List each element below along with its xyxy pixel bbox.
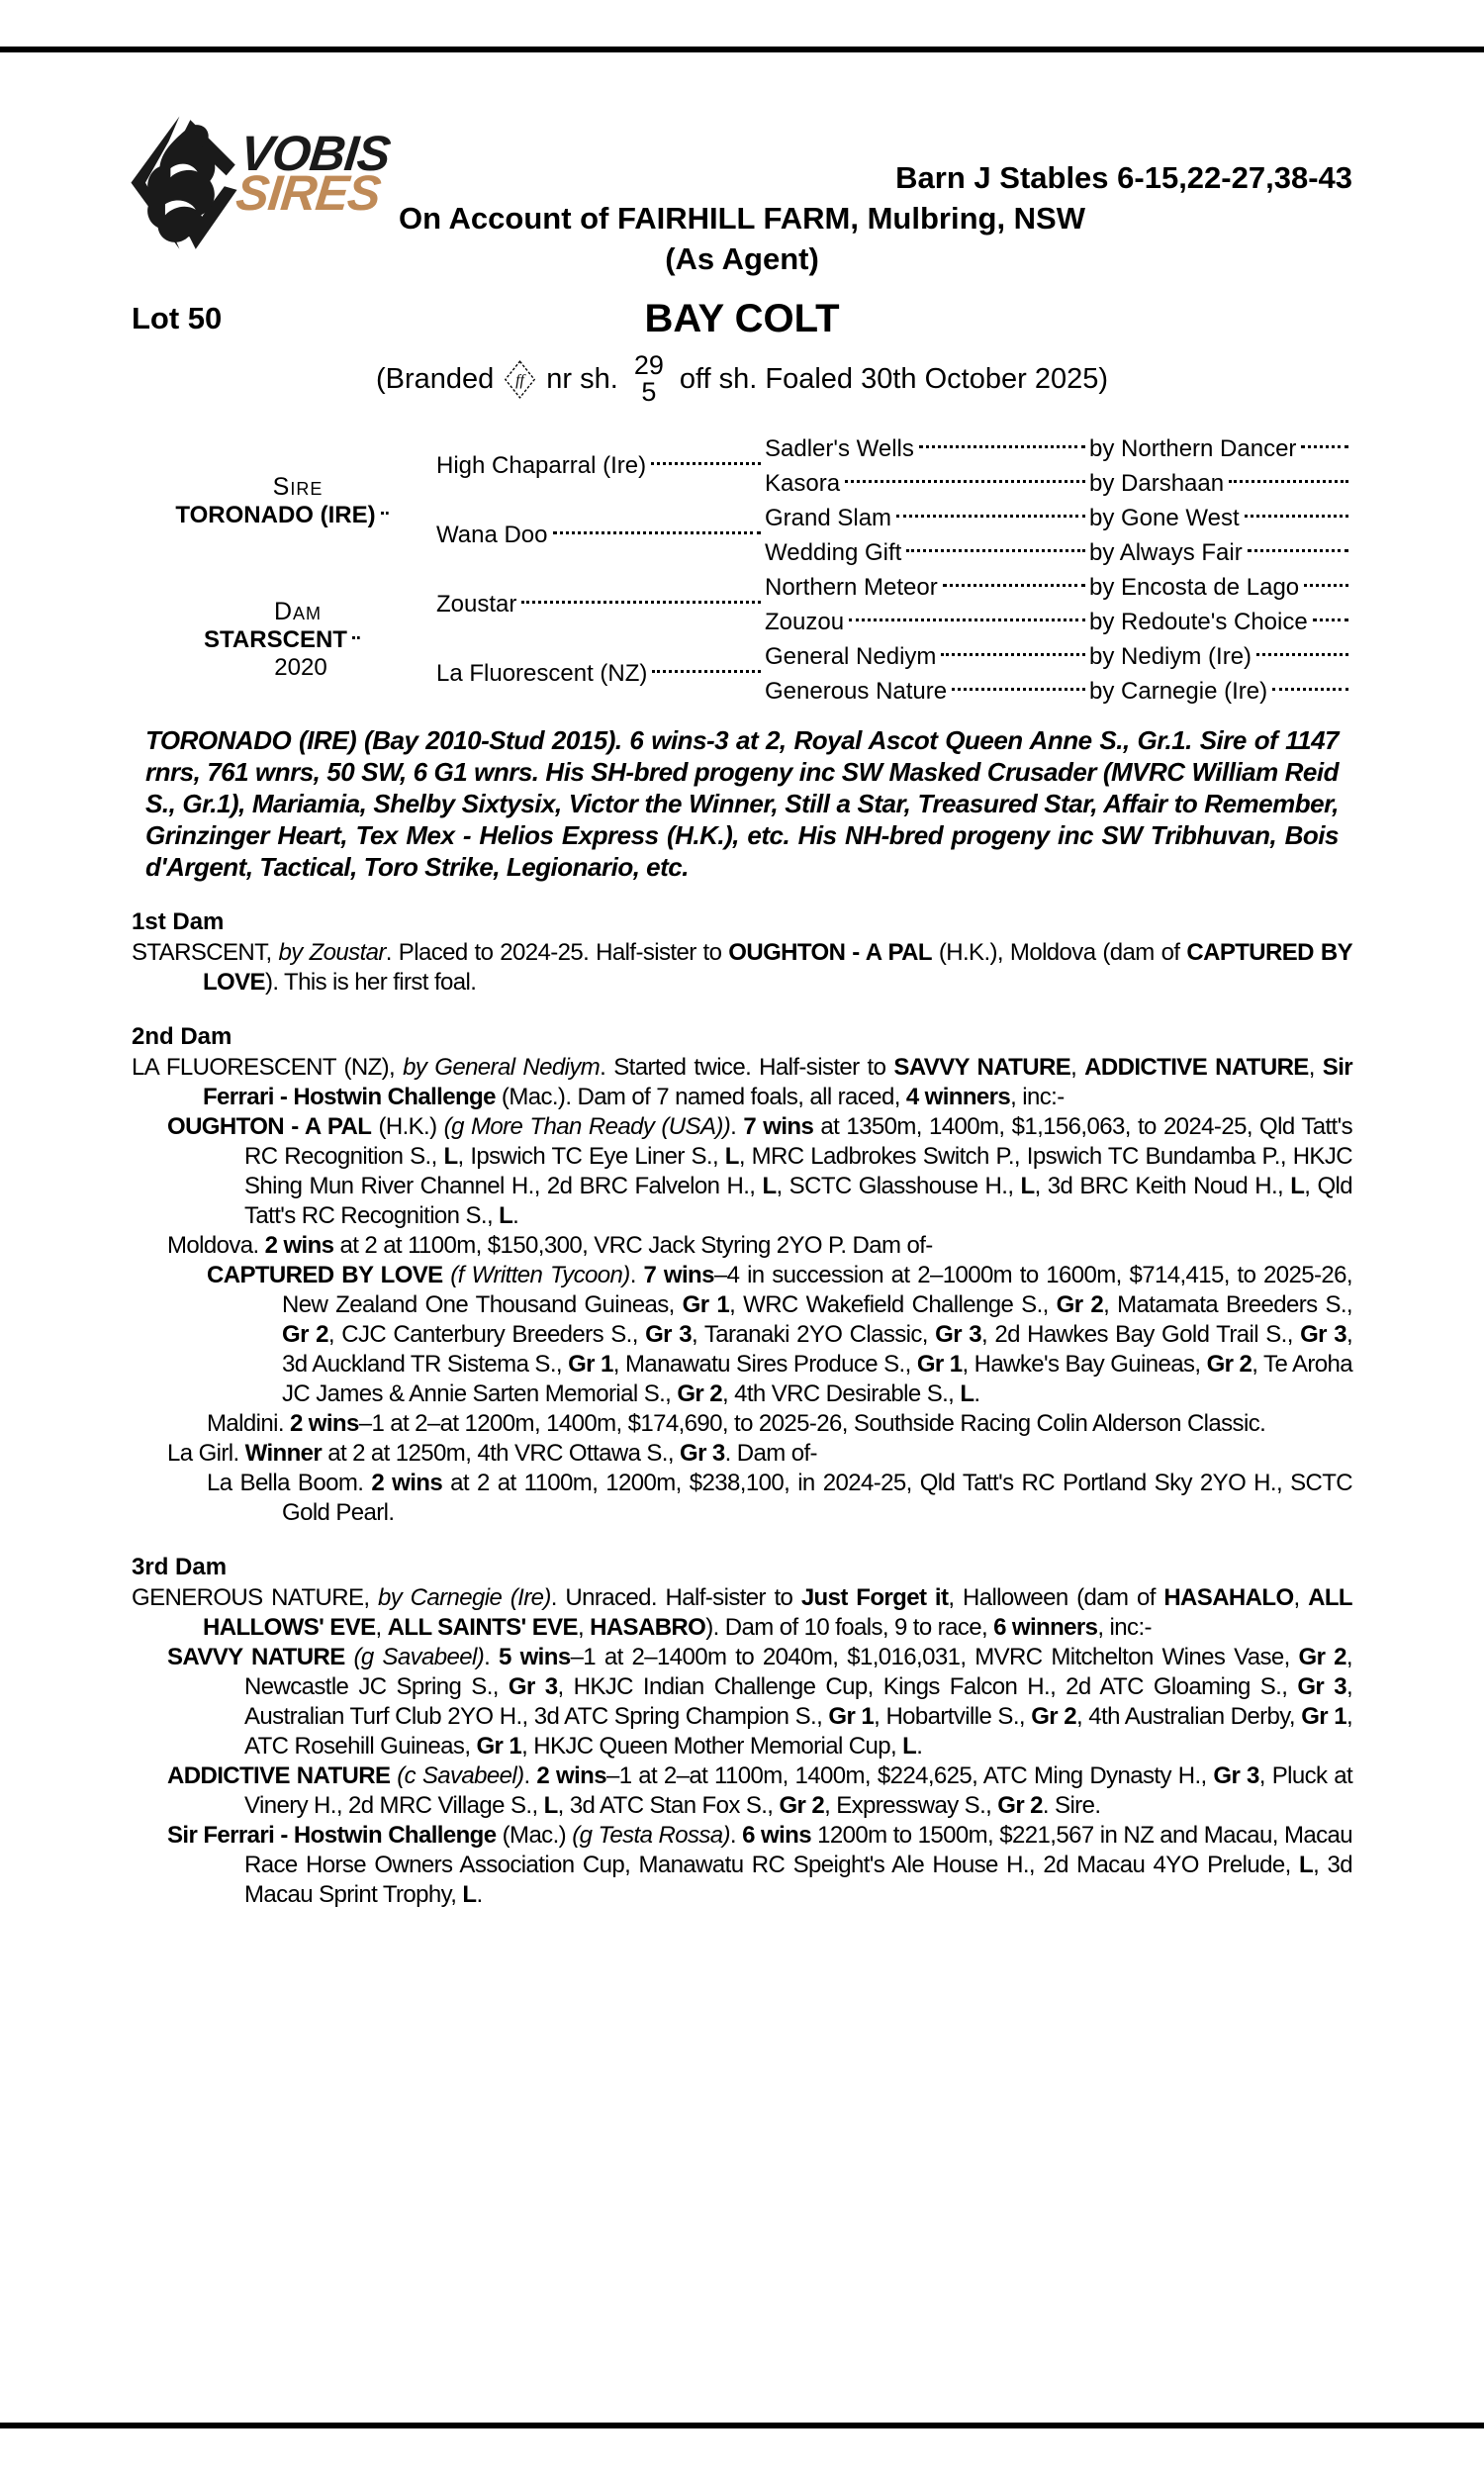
text-run: , 3d Auckland TR Sistema S.,: [282, 1321, 1353, 1378]
text-run: Gr 2: [997, 1792, 1043, 1819]
text-run: , Ipswich TC Eye Liner S.,: [457, 1143, 725, 1170]
gen1-name-text: STARSCENT: [204, 625, 347, 653]
text-run: .: [629, 1262, 644, 1288]
text-run: GENEROUS NATURE,: [132, 1584, 378, 1611]
text-run: Gr 2: [1056, 1291, 1104, 1318]
pedigree-gen1-dam: [132, 570, 436, 709]
text-run: .: [484, 1644, 500, 1670]
dam-section-heading: 2nd Dam: [132, 1023, 232, 1050]
dotted-leader: [1256, 651, 1348, 656]
text-run: SAVVY NATURE: [167, 1644, 345, 1670]
text-run: ADDICTIVE NATURE: [167, 1762, 391, 1789]
text-run: (g Savabeel): [353, 1644, 485, 1670]
pedigree-paragraph: [132, 1053, 1352, 1112]
gen4-by-text: by Always Fair: [1089, 538, 1243, 566]
text-run: , inc:-: [1097, 1614, 1152, 1641]
text-run: .: [512, 1202, 519, 1229]
gen3-name-text: Kasora: [765, 469, 841, 497]
text-run: (H.K.), Moldova (dam of: [931, 939, 1187, 966]
pedigree-gen3-name: [765, 570, 1089, 605]
text-run: Gr 1: [1301, 1703, 1346, 1730]
text-run: .: [476, 1881, 483, 1908]
dotted-leader: [845, 478, 1085, 483]
text-run: (H.K.): [371, 1113, 444, 1140]
gen3-name-text: Generous Nature: [765, 677, 948, 705]
gen3-name-text: Sadler's Wells: [765, 434, 914, 462]
pedigree-gen3-name: [765, 639, 1089, 674]
gen1-name-text: TORONADO (IRE): [175, 501, 376, 528]
pedigree-table: [132, 431, 1352, 709]
text-run: 1200m to 1500m, $221,567 in NZ and Macau, Macau Race Horse Owners Association Cup, Manawatu RC Speight's Ale House H., 2d Macau 4YO Prelude,: [244, 1822, 1353, 1878]
text-run: , Hawke's Bay Guineas,: [962, 1351, 1207, 1378]
gen2-name-text: Wana Doo: [436, 522, 548, 548]
dotted-leader: [1229, 478, 1348, 483]
text-run: , CJC Canterbury Breeders S.,: [327, 1321, 646, 1348]
pedigree-gen4-sire: [1089, 570, 1352, 605]
dam-sections: [132, 908, 1352, 1910]
pedigree-paragraph: [132, 1821, 1352, 1910]
pedigree-gen4-sire: [1089, 605, 1352, 639]
pedigree-gen1-sire: [132, 431, 436, 570]
pedigree-paragraph: [132, 1469, 1352, 1528]
text-run: (Mac.). Dam of 7 named foals, all raced,: [495, 1084, 906, 1110]
text-run: , Taranaki 2YO Classic,: [691, 1321, 936, 1348]
text-run: , Expressway S.,: [824, 1792, 998, 1819]
pedigree-gen3-name: [765, 466, 1089, 501]
dotted-leader: [952, 686, 1085, 691]
gen3-name-text: General Nediym: [765, 642, 937, 670]
text-run: L: [543, 1792, 558, 1819]
pedigree-gen3-name: [765, 605, 1089, 639]
text-run: Winner: [244, 1440, 323, 1467]
text-run: TORONADO (IRE) (Bay 2010-Stud 2015). 6 wins-3 at 2, Royal Ascot Queen Anne S., Gr.1. Sire of 1147 rnrs, 761 wnrs, 50 SW, 6 G1 wnrs. His SH-bred progeny inc SW Masked Crusader (MVRC William Reid S., Gr.1), Mariamia, Shelby Sixtysix, Victor the Winner, Still a Star, Treasured Star, Affair to Remember, Grinzinger Heart, Tex Mex - Helios Express (H.K.), etc. His NH-bred progeny inc SW Tribhuvan, Bois d'Argent, Tactical, Toro Strike, Legionario, etc.: [145, 725, 1339, 882]
text-run: (g Testa Rossa): [572, 1822, 730, 1849]
text-run: L: [499, 1202, 513, 1229]
text-run: Gr 3: [935, 1321, 981, 1348]
text-run: Maldini.: [207, 1410, 290, 1437]
pedigree-paragraph: [132, 1231, 1352, 1261]
text-run: ,: [375, 1614, 388, 1641]
text-run: .: [974, 1380, 980, 1407]
text-run: L: [960, 1380, 974, 1407]
text-run: , 3d Macau Sprint Trophy,: [244, 1852, 1352, 1908]
text-run: , 3d BRC Keith Noud H.,: [1034, 1173, 1291, 1199]
text-run: Gr 3: [508, 1673, 558, 1700]
text-run: L: [1290, 1173, 1305, 1199]
text-run: , Halloween (dam of: [948, 1584, 1164, 1611]
pedigree-paragraph: [132, 1643, 1352, 1761]
branded-nr-sh: nr sh.: [546, 362, 618, 395]
text-run: Gr 2: [1298, 1644, 1346, 1670]
text-run: 2 wins: [536, 1762, 606, 1789]
horse-description-title: BAY COLT: [644, 297, 840, 340]
dotted-leader: [1304, 582, 1348, 587]
brand-count-bottom: 5: [641, 377, 657, 407]
text-run: LA FLUORESCENT (NZ),: [132, 1054, 404, 1081]
text-run: . Started twice. Half-sister to: [600, 1054, 894, 1081]
text-run: L: [443, 1143, 458, 1170]
pedigree-paragraph: [132, 938, 1352, 998]
text-run: , 3d ATC Stan Fox S.,: [557, 1792, 780, 1819]
text-run: 5 wins: [499, 1644, 571, 1670]
dotted-leader: [919, 443, 1085, 448]
text-run: L: [724, 1143, 739, 1170]
text-run: Gr 1: [916, 1351, 963, 1378]
horse-rider-emblem-icon: [126, 109, 242, 259]
pedigree-gen2-cell: [436, 570, 765, 639]
dotted-leader: [1272, 686, 1348, 691]
logo-wordmark: [232, 126, 393, 221]
text-run: Gr 1: [568, 1351, 613, 1378]
text-run: , Pluck at Vinery H., 2d MRC Village S.,: [244, 1762, 1353, 1819]
text-run: by General Nediym: [403, 1054, 601, 1081]
text-run: CAPTURED BY LOVE: [203, 939, 1352, 996]
text-run: ALL HALLOWS' EVE: [203, 1584, 1352, 1641]
vobis-sires-logo: [126, 109, 422, 267]
text-run: 6 winners: [993, 1614, 1098, 1641]
text-run: at 2 at 1100m, 1200m, $238,100, in 2024-25, Qld Tatt's RC Portland Sky 2YO H., SCTC Gold Pearl.: [282, 1470, 1353, 1526]
dam-section-heading: 3rd Dam: [132, 1554, 228, 1580]
text-run: , Australian Turf Club 2YO H., 3d ATC Spring Champion S.,: [244, 1673, 1353, 1730]
pedigree-paragraph: [132, 1583, 1352, 1643]
text-run: .: [730, 1113, 744, 1140]
text-run: HASAHALO: [1163, 1584, 1294, 1611]
gen4-by-text: by Northern Dancer: [1089, 434, 1297, 462]
text-run: (Mac.): [496, 1822, 573, 1849]
gen1-label: Sire: [272, 472, 324, 501]
text-run: Gr 3: [1300, 1321, 1346, 1348]
text-run: STARSCENT,: [132, 939, 279, 966]
text-run: . Dam of-: [724, 1440, 817, 1467]
lot-number: Lot 50: [132, 301, 223, 335]
text-run: , 4th VRC Desirable S.,: [721, 1380, 961, 1407]
text-run: , Hobartville S.,: [874, 1703, 1032, 1730]
dotted-leader: [651, 460, 761, 465]
text-run: HASABRO: [590, 1614, 706, 1641]
text-run: 7 wins: [743, 1113, 814, 1140]
dotted-leader: [521, 599, 761, 604]
text-run: ,: [1308, 1054, 1323, 1081]
gen3-name-text: Zouzou: [765, 608, 845, 635]
text-run: , ATC Rosehill Guineas,: [244, 1703, 1353, 1760]
gen4-by-text: by Redoute's Choice: [1089, 608, 1308, 635]
text-run: , Qld Tatt's RC Recognition S.,: [244, 1173, 1353, 1229]
lot-title-row: [132, 297, 1352, 344]
text-run: , Newcastle JC Spring S.,: [244, 1644, 1352, 1700]
text-run: Gr 3: [645, 1321, 692, 1348]
text-run: OUGHTON - A PAL: [167, 1113, 372, 1140]
text-run: Gr 2: [779, 1792, 825, 1819]
text-run: 2 wins: [264, 1232, 334, 1259]
pedigree-gen4-sire: [1089, 674, 1352, 709]
text-run: La Bella Boom.: [207, 1470, 372, 1496]
text-run: , Manawatu Sires Produce S.,: [612, 1351, 917, 1378]
text-run: –1 at 2–at 1100m, 1400m, $224,625, ATC Ming Dynasty H.,: [605, 1762, 1214, 1789]
text-run: ). Dam of 10 foals, 9 to race,: [705, 1614, 994, 1641]
gen4-by-text: by Darshaan: [1089, 469, 1225, 497]
text-run: , Matamata Breeders S.,: [1103, 1291, 1353, 1318]
dotted-leader: [849, 617, 1085, 621]
dotted-leader: [941, 651, 1085, 656]
text-run: 4 winners: [905, 1084, 1011, 1110]
text-run: Gr 3: [680, 1440, 725, 1467]
dotted-leader: [896, 513, 1085, 518]
pedigree-gen4-sire: [1089, 501, 1352, 535]
text-run: Just Forget it: [800, 1584, 949, 1611]
page-header: [132, 111, 1352, 287]
text-run: ,: [577, 1614, 591, 1641]
text-run: ,: [1293, 1584, 1309, 1611]
brand-count-top: 29: [633, 350, 664, 380]
text-run: at 2 at 1250m, 4th VRC Ottawa S.,: [322, 1440, 681, 1467]
text-run: Gr 2: [1206, 1351, 1252, 1378]
text-run: , 2d Hawkes Bay Gold Trail S.,: [980, 1321, 1301, 1348]
text-run: . Unraced. Half-sister to: [550, 1584, 801, 1611]
text-run: Gr 1: [476, 1733, 522, 1760]
svg-text:ff: ff: [515, 371, 525, 389]
text-run: (g More Than Ready (USA)): [443, 1113, 731, 1140]
text-run: , SCTC Glasshouse H.,: [776, 1173, 1021, 1199]
gen3-name-text: Grand Slam: [765, 504, 892, 531]
text-run: by Carnegie (Ire): [377, 1584, 551, 1611]
branded-line: [132, 352, 1352, 406]
text-run: Gr 3: [1297, 1673, 1346, 1700]
dotted-leader: [652, 668, 761, 673]
text-run: –1 at 2–1400m to 2040m, $1,016,031, MVRC Mitchelton Wines Vase,: [570, 1644, 1299, 1670]
logo-vobis-text: VOBIS: [237, 126, 393, 181]
text-run: ALL SAINTS' EVE: [387, 1614, 578, 1641]
pedigree-gen3-name: [765, 535, 1089, 570]
pedigree-gen2-cell: [436, 639, 765, 709]
pedigree-gen4-sire: [1089, 535, 1352, 570]
gen4-by-text: by Nediym (Ire): [1089, 642, 1252, 670]
text-run: SAVVY NATURE: [893, 1054, 1071, 1081]
dotted-leader: [381, 510, 389, 515]
logo-sires-text: SIRES: [232, 165, 383, 221]
text-run: 6 wins: [742, 1822, 811, 1849]
pedigree-gen2-cell: [436, 431, 765, 501]
text-run: .: [729, 1822, 743, 1849]
dotted-leader: [1313, 617, 1348, 621]
text-run: –1 at 2–at 1200m, 1400m, $174,690, to 2025-26, Southside Racing Colin Alderson Classic.: [358, 1410, 1266, 1437]
text-run: L: [1299, 1852, 1314, 1878]
page-content: [132, 0, 1352, 1910]
pedigree-gen3-name: [765, 431, 1089, 466]
brand-mark-icon: [504, 359, 536, 400]
barn-info: Barn J Stables 6-15,22-27,38-43: [895, 160, 1352, 195]
text-run: ). This is her first foal.: [264, 969, 477, 996]
text-run: . Sire.: [1042, 1792, 1101, 1819]
text-run: by Zoustar: [278, 939, 386, 966]
text-run: Gr 2: [1031, 1703, 1076, 1730]
gen2-name-text: Zoustar: [436, 591, 517, 618]
text-run: , 4th Australian Derby,: [1075, 1703, 1302, 1730]
pedigree-gen4-sire: [1089, 466, 1352, 501]
consignor-line: On Account of FAIRHILL FARM, Mulbring, NSW: [399, 201, 1085, 236]
pedigree-gen3-name: [765, 674, 1089, 709]
text-run: –4 in succession at 2–1000m to 1600m, $714,415, to 2025-26, New Zealand One Thousand Guineas,: [282, 1262, 1352, 1318]
gen3-name-text: Northern Meteor: [765, 573, 938, 601]
text-run: at 2 at 1100m, $150,300, VRC Jack Styring 2YO P. Dam of-: [333, 1232, 933, 1259]
gen4-by-text: by Encosta de Lago: [1089, 573, 1300, 601]
agent-line: (As Agent): [665, 241, 819, 276]
pedigree-paragraph: [132, 1261, 1352, 1409]
gen2-name-text: High Chaparral (Ire): [436, 452, 647, 479]
gen1-year: 2020: [274, 653, 327, 681]
pedigree-gen3-name: [765, 501, 1089, 535]
text-run: at 1350m, 1400m, $1,156,063, to 2024-25, Qld Tatt's RC Recognition S.,: [244, 1113, 1352, 1170]
text-run: (c Savabeel): [397, 1762, 524, 1789]
gen3-name-text: Wedding Gift: [765, 538, 902, 566]
text-run: 2 wins: [371, 1470, 443, 1496]
text-run: ,: [1070, 1054, 1085, 1081]
text-run: Gr 2: [282, 1321, 328, 1348]
text-run: Gr 1: [828, 1703, 875, 1730]
text-run: Gr 3: [1213, 1762, 1259, 1789]
pedigree-paragraph: [132, 1761, 1352, 1821]
pedigree-paragraph: [132, 1112, 1352, 1231]
dam-section-heading: 1st Dam: [132, 908, 225, 935]
text-run: , MRC Ladbrokes Switch P., Ipswich TC Bundamba P., HKJC Shing Mun River Channel H., 2d BRC Falvelon H.,: [244, 1143, 1352, 1199]
gen2-name-text: La Fluorescent (NZ): [436, 660, 648, 687]
text-run: ADDICTIVE NATURE: [1084, 1054, 1309, 1081]
branded-suffix: off sh. Foaled 30th October 2025): [679, 362, 1109, 395]
text-run: , HKJC Indian Challenge Cup, Kings Falcon H., 2d ATC Gloaming S.,: [557, 1673, 1298, 1700]
pedigree-paragraph: [132, 1409, 1352, 1439]
dotted-leader: [1301, 443, 1348, 448]
text-run: CAPTURED BY LOVE: [207, 1262, 443, 1288]
text-run: , WRC Wakefield Challenge S.,: [729, 1291, 1057, 1318]
text-run: Sir Ferrari - Hostwin Challenge: [167, 1822, 497, 1849]
pedigree-gen4-sire: [1089, 431, 1352, 466]
brand-count-fraction: [634, 352, 664, 406]
text-run: (f Written Tycoon): [450, 1262, 630, 1288]
gen1-name: [175, 502, 392, 529]
text-run: 7 wins: [643, 1262, 714, 1288]
text-run: , HKJC Queen Mother Memorial Cup,: [521, 1733, 903, 1760]
text-run: . Placed to 2024-25. Half-sister to: [385, 939, 729, 966]
text-run: Sir Ferrari - Hostwin Challenge: [203, 1054, 1352, 1110]
gen1-label: Dam: [273, 597, 323, 625]
bottom-rule: [0, 2423, 1484, 2428]
dotted-leader: [1245, 513, 1348, 518]
pedigree-paragraph: [132, 1439, 1352, 1469]
gen4-by-text: by Carnegie (Ire): [1089, 677, 1268, 705]
text-run: Gr 2: [677, 1380, 722, 1407]
text-run: 2 wins: [289, 1410, 359, 1437]
text-run: La Girl.: [167, 1440, 245, 1467]
text-run: , Te Aroha JC James & Annie Sarten Memorial S.,: [282, 1351, 1353, 1407]
text-run: .: [523, 1762, 537, 1789]
text-run: Moldova.: [167, 1232, 265, 1259]
dotted-leader: [906, 547, 1085, 552]
text-run: L: [902, 1733, 917, 1760]
text-run: L: [1020, 1173, 1035, 1199]
text-run: .: [916, 1733, 923, 1760]
text-run: Gr 1: [682, 1291, 730, 1318]
dotted-leader: [352, 634, 360, 639]
text-run: , inc:-: [1010, 1084, 1065, 1110]
dotted-leader: [553, 529, 762, 534]
dotted-leader: [1248, 547, 1348, 552]
text-run: OUGHTON - A PAL: [728, 939, 932, 966]
branded-prefix: (Branded: [375, 362, 495, 395]
sire-summary-paragraph: [132, 724, 1352, 883]
gen1-name: [204, 626, 364, 654]
dotted-leader: [943, 582, 1085, 587]
text-run: L: [762, 1173, 777, 1199]
text-run: L: [462, 1881, 477, 1908]
pedigree-gen2-cell: [436, 501, 765, 570]
gen4-by-text: by Gone West: [1089, 504, 1240, 531]
pedigree-gen4-sire: [1089, 639, 1352, 674]
